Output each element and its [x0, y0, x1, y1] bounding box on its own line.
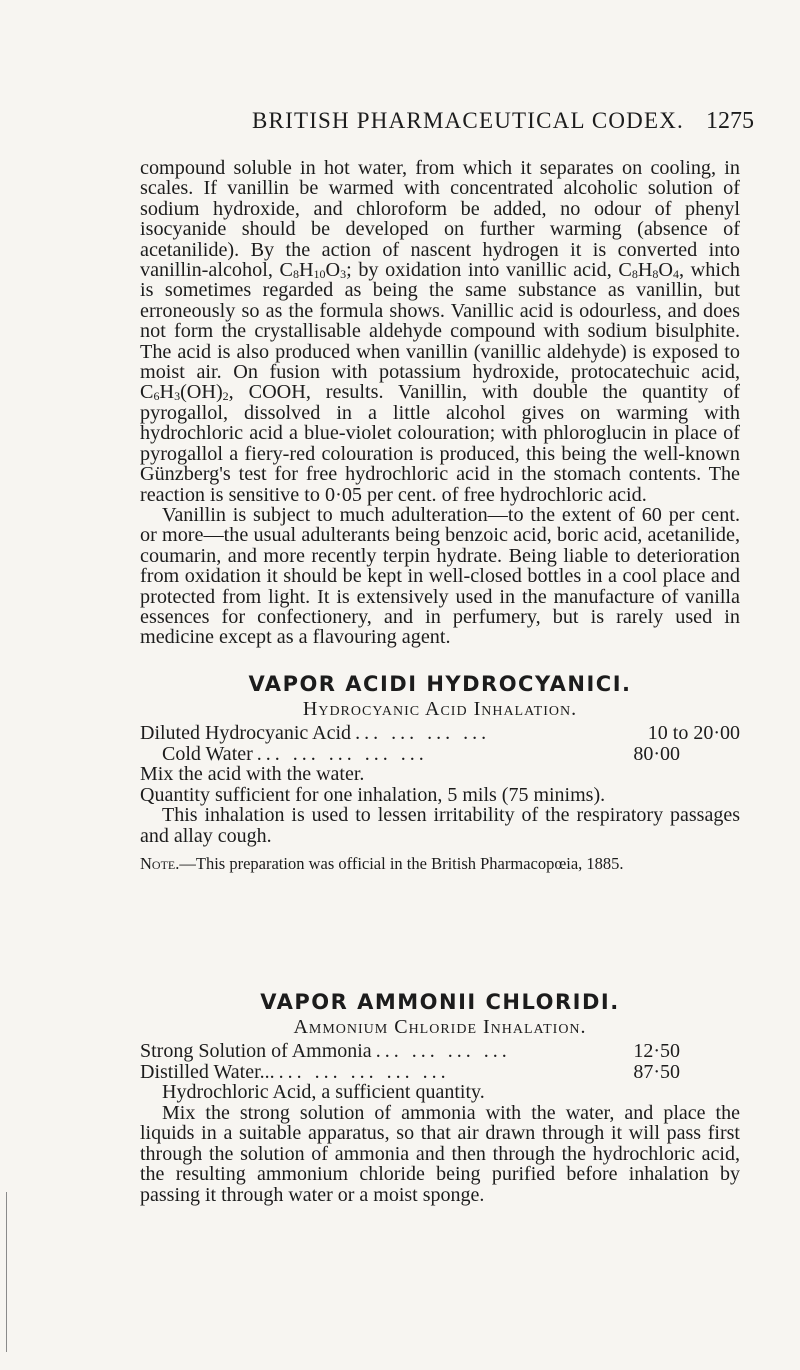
note: Note.—This preparation was official in the British Pharmacopœia, 1885.	[140, 854, 624, 873]
vanillin-paragraph-1: compound soluble in hot water, from which it separates on cooling, in scales. If vanillin be warmed with concentrated alcoholic solution of sodium hydroxide, and chloroform be added, no odour of phenyl isocyanide should be developed on further warming (absence of acetanilide). By the action of nascent hydrogen it is converted into vanillin-alcohol, $C_8H_{10}O_3$; by oxidation into vanillic acid, $C_8H_8O_4$, which is sometimes regarded as being the same substance as vanillin, but erroneously so as the formula shows. Vanillic acid is odourless, and does not form the crystallisable aldehyde compound with sodium bisulphite. The acid is also produced when vanillin (vanillic aldehyde) is exposed to moist air. On fusion with potassium hydroxide, protocatechuic acid, $C_6H_3(OH)_2$, COOH, results. Vanillin, with double the quantity of pyrogallol, dissolved in a little alcohol gives on warming with hydrochloric acid a blue-violet colouration; with phloroglucin in place of pyrogallol a fiery-red colouration is produced, this being the well-known Günzberg's test for free hydrochloric acid in the stomach contents. The reaction is sensitive to 0·05 per cent. of free hydrochloric acid.	[140, 157, 740, 506]
running-head: BRITISH PHARMACEUTICAL CODEX.	[252, 108, 684, 133]
page-edge-mark	[6, 1192, 7, 1352]
section-subtitle: Ammonium Chloride Inhalation.	[293, 1016, 587, 1038]
vanillin-paragraph-2: Vanillin is subject to much adulteration—to the extent of 60 per cent. or more—the usual adulterants being benzoic acid, boric acid, acetanilide, coumarin, and more recently terpin hydrate. Being liable to deterioration from oxidation it should be kept in well-closed bottles in a cool place and protected from light. It is extensively used in the manufacture of vanilla essences for confectionery, and in perfumery, but is rarely used in medicine except as a flavouring agent.	[140, 503, 740, 649]
section-subtitle: Hydrocyanic Acid Inhalation.	[302, 698, 578, 720]
section-title: VAPOR ACIDI HYDROCYANICI.	[248, 672, 632, 696]
dose: Quantity sufficient for one inhalation, 5 mils (75 minims).	[140, 783, 606, 806]
directions: Mix the acid with the water.	[140, 763, 365, 785]
ingredient-row: Cold Water ... ... ... ... ... 80·00	[162, 742, 680, 765]
vapor-ammonium-section	[140, 990, 740, 1205]
acid-line: Hydrochloric Acid, a sufficient quantity.	[162, 1081, 485, 1103]
vanillin-text	[140, 158, 740, 648]
section-title: VAPOR AMMONII CHLORIDI.	[260, 990, 620, 1014]
vapor-hydrocyanic-section	[140, 672, 740, 874]
use: This inhalation is used to lessen irritability of the respiratory passages and allay cough.	[140, 804, 740, 847]
ingredient-row: Distilled Water... ... ... ... ... ... 87·50	[140, 1060, 680, 1083]
page-number: 1275	[706, 108, 754, 134]
ingredient-row: Strong Solution of Ammonia ... ... ... ... 12·50	[140, 1040, 680, 1062]
directions: Mix the strong solution of ammonia with the water, and place the liquids in a suitable apparatus, so that air drawn through it will pass first through the solution of ammonia and then through the hydrochloric acid, the resulting ammonium chloride being purified before inhalation by passing it through water or a moist sponge.	[140, 1101, 740, 1206]
ingredient-row: Diluted Hydrocyanic Acid ... ... ... ... 10 to 20·00	[140, 722, 740, 744]
